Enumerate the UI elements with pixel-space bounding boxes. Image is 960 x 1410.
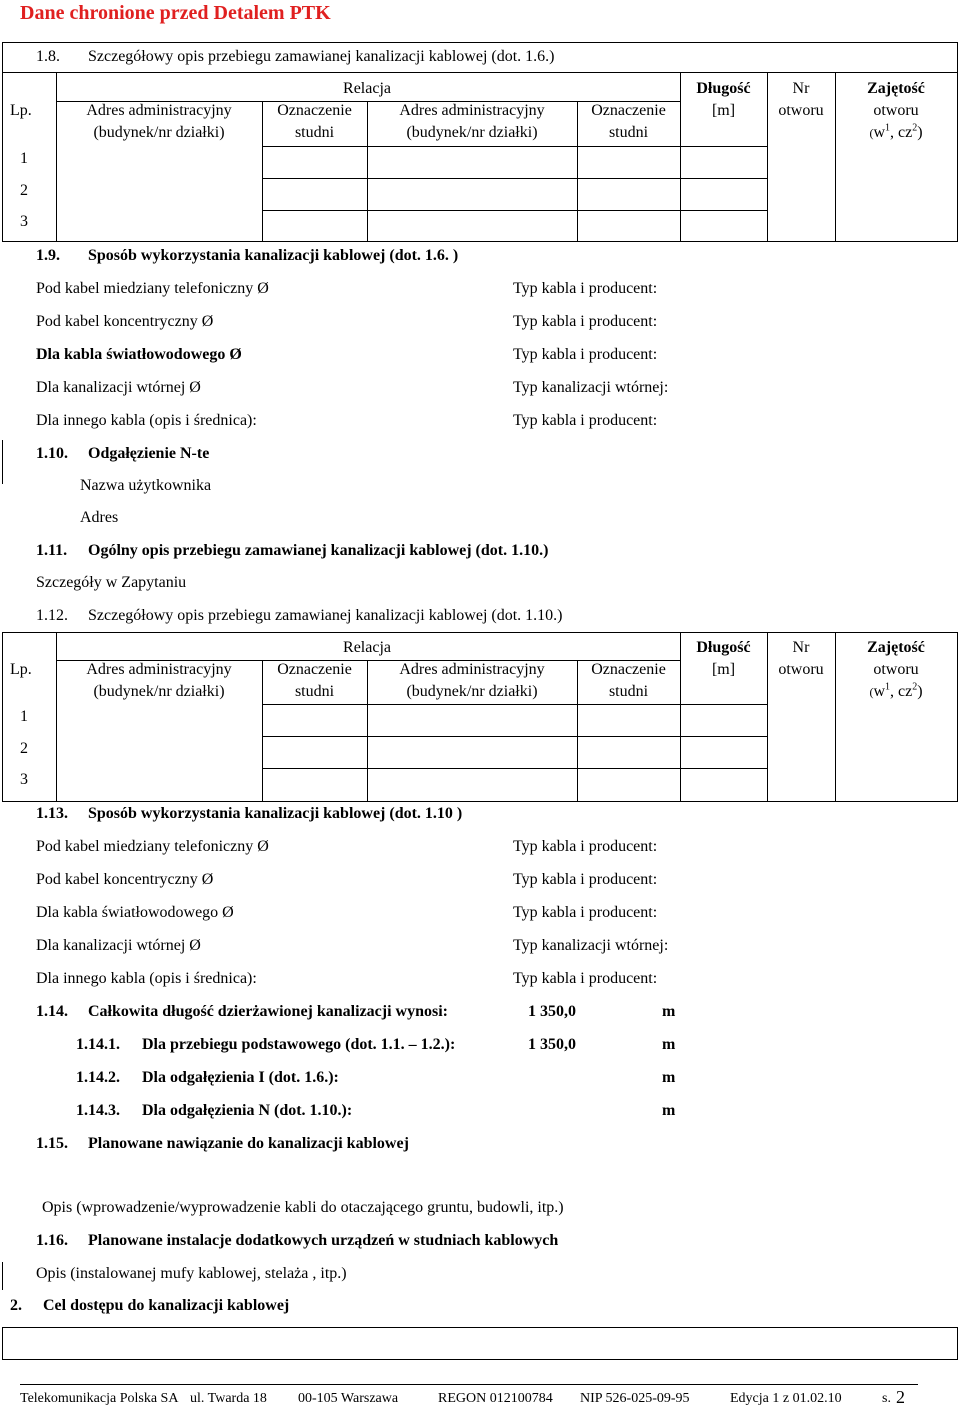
table-row-number: 3 [20, 771, 28, 788]
usage-secondary-duct: Dla kanalizacji wtórnej Ø [36, 379, 201, 396]
table-row-number: 1 [20, 708, 28, 725]
col-lp: Lp. [10, 661, 32, 678]
col-relacja: Relacja [343, 639, 391, 656]
col-manhole-to: Oznaczenie [591, 661, 666, 678]
basic-route-value: 1 350,0 [528, 1036, 576, 1053]
footer-edition: Edycja 1 z 01.02.10 [730, 1391, 842, 1406]
cable-type-label: Typ kabla i producent: [513, 280, 658, 297]
col-manhole-from-sub: studni [294, 124, 335, 141]
col-duct-nr-sub: otworu [778, 102, 824, 119]
col-duct-nr-sub: otworu [778, 661, 824, 678]
section-1-8-number: 1.8. [36, 48, 60, 65]
section-2-number: 2. [10, 1297, 22, 1314]
table-row-number: 1 [20, 150, 28, 167]
section-1-15-title: Planowane nawiązanie do kanalizacji kablowej [88, 1135, 409, 1152]
section-1-13-number: 1.13. [36, 805, 68, 822]
section-1-14-number: 1.14. [36, 1003, 68, 1020]
footer-city: 00-105 Warszawa [298, 1391, 399, 1406]
details-note: Szczegóły w Zapytaniu [36, 574, 187, 591]
col-occupancy-legend: ($w^1$, $cz^2$) [869, 681, 923, 700]
col-address-from: Adres administracyjny [86, 102, 232, 119]
section-1-13-title: Sposób wykorzystania kanalizacji kablowej (dot. 1.10 ) [88, 805, 463, 822]
col-manhole-from: Oznaczenie [277, 102, 352, 119]
section-1-15-number: 1.15. [36, 1135, 68, 1152]
col-duct-nr: Nr [792, 80, 810, 97]
document-title: Dane chronione przed Detalem PTK [20, 2, 331, 24]
address-label: Adres [80, 509, 119, 526]
footer-nip: NIP 526-025-09-95 [580, 1391, 690, 1406]
col-length-unit: [m] [711, 661, 736, 678]
usage-secondary-duct: Dla kanalizacji wtórnej Ø [36, 937, 201, 954]
subsection-number: 1.14.1. [76, 1036, 120, 1053]
section-1-14-title: Całkowita długość dzierżawionej kanalizacji wynosi: [88, 1003, 448, 1020]
basic-route-unit: m [662, 1036, 676, 1053]
section-1-9-number: 1.9. [36, 247, 60, 264]
col-address-from-sub: (budynek/nr działki) [93, 124, 225, 141]
footer-street: ul. Twarda 18 [190, 1391, 267, 1406]
section-1-9-title: Sposób wykorzystania kanalizacji kablowej (dot. 1.6. ) [88, 247, 459, 264]
col-manhole-from-sub: studni [294, 683, 335, 700]
col-length-unit: [m] [711, 102, 736, 119]
col-manhole-to-sub: studni [608, 683, 649, 700]
footer-company: Telekomunikacja Polska SA [20, 1391, 179, 1406]
usage-copper: Pod kabel miedziany telefoniczny Ø [36, 838, 269, 855]
section-1-12-title: Szczegółowy opis przebiegu zamawianej kanalizacji kablowej (dot. 1.10.) [88, 607, 563, 624]
col-occupancy: Zajętość [867, 639, 925, 656]
connection-description: Opis (wprowadzenie/wyprowadzenie kabli do otaczającego gruntu, budowli, itp.) [42, 1199, 564, 1216]
section-1-16-number: 1.16. [36, 1232, 68, 1249]
col-manhole-to-sub: studni [608, 124, 649, 141]
cable-type-label: Typ kabla i producent: [513, 838, 658, 855]
col-occupancy-sub: otworu [873, 661, 919, 678]
usage-fiber: Dla kabla światłowodowego Ø [36, 346, 242, 363]
secondary-duct-type-label: Typ kanalizacji wtórnej: [513, 379, 669, 396]
table-row-number: 3 [20, 213, 28, 230]
user-name-label: Nazwa użytkownika [80, 477, 212, 494]
branch-1-unit: m [662, 1069, 676, 1086]
section-2-title: Cel dostępu do kanalizacji kablowej [43, 1297, 290, 1314]
col-length: Długość [696, 80, 751, 97]
total-length-value: 1 350,0 [528, 1003, 576, 1020]
col-occupancy-sub: otworu [873, 102, 919, 119]
usage-fiber: Dla kabla światłowodowego Ø [36, 904, 234, 921]
cable-type-label: Typ kabla i producent: [513, 346, 658, 363]
section-1-11-title: Ogólny opis przebiegu zamawianej kanalizacji kablowej (dot. 1.10.) [88, 542, 549, 559]
col-lp: Lp. [10, 102, 32, 119]
col-manhole-to: Oznaczenie [591, 102, 666, 119]
col-relacja: Relacja [343, 80, 391, 97]
table-row-number: 2 [20, 740, 28, 757]
usage-copper: Pod kabel miedziany telefoniczny Ø [36, 280, 269, 297]
cable-type-label: Typ kabla i producent: [513, 412, 658, 429]
cable-type-label: Typ kabla i producent: [513, 970, 658, 987]
installation-description: Opis (instalowanej mufy kablowej, stelaża , itp.) [36, 1265, 347, 1282]
footer-page-number: 2 [896, 1387, 905, 1407]
section-1-10-number: 1.10. [36, 445, 68, 462]
col-occupancy-legend: ($w^1$, $cz^2$) [869, 122, 923, 141]
col-length: Długość [696, 639, 751, 656]
section-1-12-number: 1.12. [36, 607, 68, 624]
col-address-to: Adres administracyjny [399, 102, 545, 119]
total-length-unit: m [662, 1003, 676, 1020]
section-1-10-title: Odgałęzienie N-te [88, 445, 210, 462]
col-address-from-sub: (budynek/nr działki) [93, 683, 225, 700]
subsection-number: 1.14.2. [76, 1069, 120, 1086]
branch-1-label: Dla odgałęzienia I (dot. 1.6.): [142, 1069, 339, 1086]
subsection-number: 1.14.3. [76, 1102, 120, 1119]
col-duct-nr: Nr [792, 639, 810, 656]
usage-other: Dla innego kabla (opis i średnica): [36, 970, 257, 987]
col-address-to: Adres administracyjny [399, 661, 545, 678]
footer-page-label: s. [882, 1391, 891, 1406]
section-1-16-title: Planowane instalacje dodatkowych urządzeń w studniach kablowych [88, 1232, 559, 1249]
branch-n-label: Dla odgałęzienia N (dot. 1.10.): [142, 1102, 353, 1119]
usage-coaxial: Pod kabel koncentryczny Ø [36, 871, 214, 888]
usage-coaxial: Pod kabel koncentryczny Ø [36, 313, 214, 330]
usage-other: Dla innego kabla (opis i średnica): [36, 412, 257, 429]
purpose-box [2, 1327, 958, 1360]
secondary-duct-type-label: Typ kanalizacji wtórnej: [513, 937, 669, 954]
col-manhole-from: Oznaczenie [277, 661, 352, 678]
col-address-from: Adres administracyjny [86, 661, 232, 678]
branch-n-unit: m [662, 1102, 676, 1119]
section-1-8-title: Szczegółowy opis przebiegu zamawianej kanalizacji kablowej (dot. 1.6.) [88, 48, 555, 65]
footer-regon: REGON 012100784 [438, 1391, 553, 1406]
col-occupancy: Zajętość [867, 80, 925, 97]
cable-type-label: Typ kabla i producent: [513, 313, 658, 330]
basic-route-label: Dla przebiegu podstawowego (dot. 1.1. – 1.2.): [142, 1036, 456, 1053]
cable-type-label: Typ kabla i producent: [513, 871, 658, 888]
cable-type-label: Typ kabla i producent: [513, 904, 658, 921]
col-address-to-sub: (budynek/nr działki) [406, 683, 538, 700]
table-row-number: 2 [20, 182, 28, 199]
col-address-to-sub: (budynek/nr działki) [406, 124, 538, 141]
section-1-11-number: 1.11. [36, 542, 68, 559]
